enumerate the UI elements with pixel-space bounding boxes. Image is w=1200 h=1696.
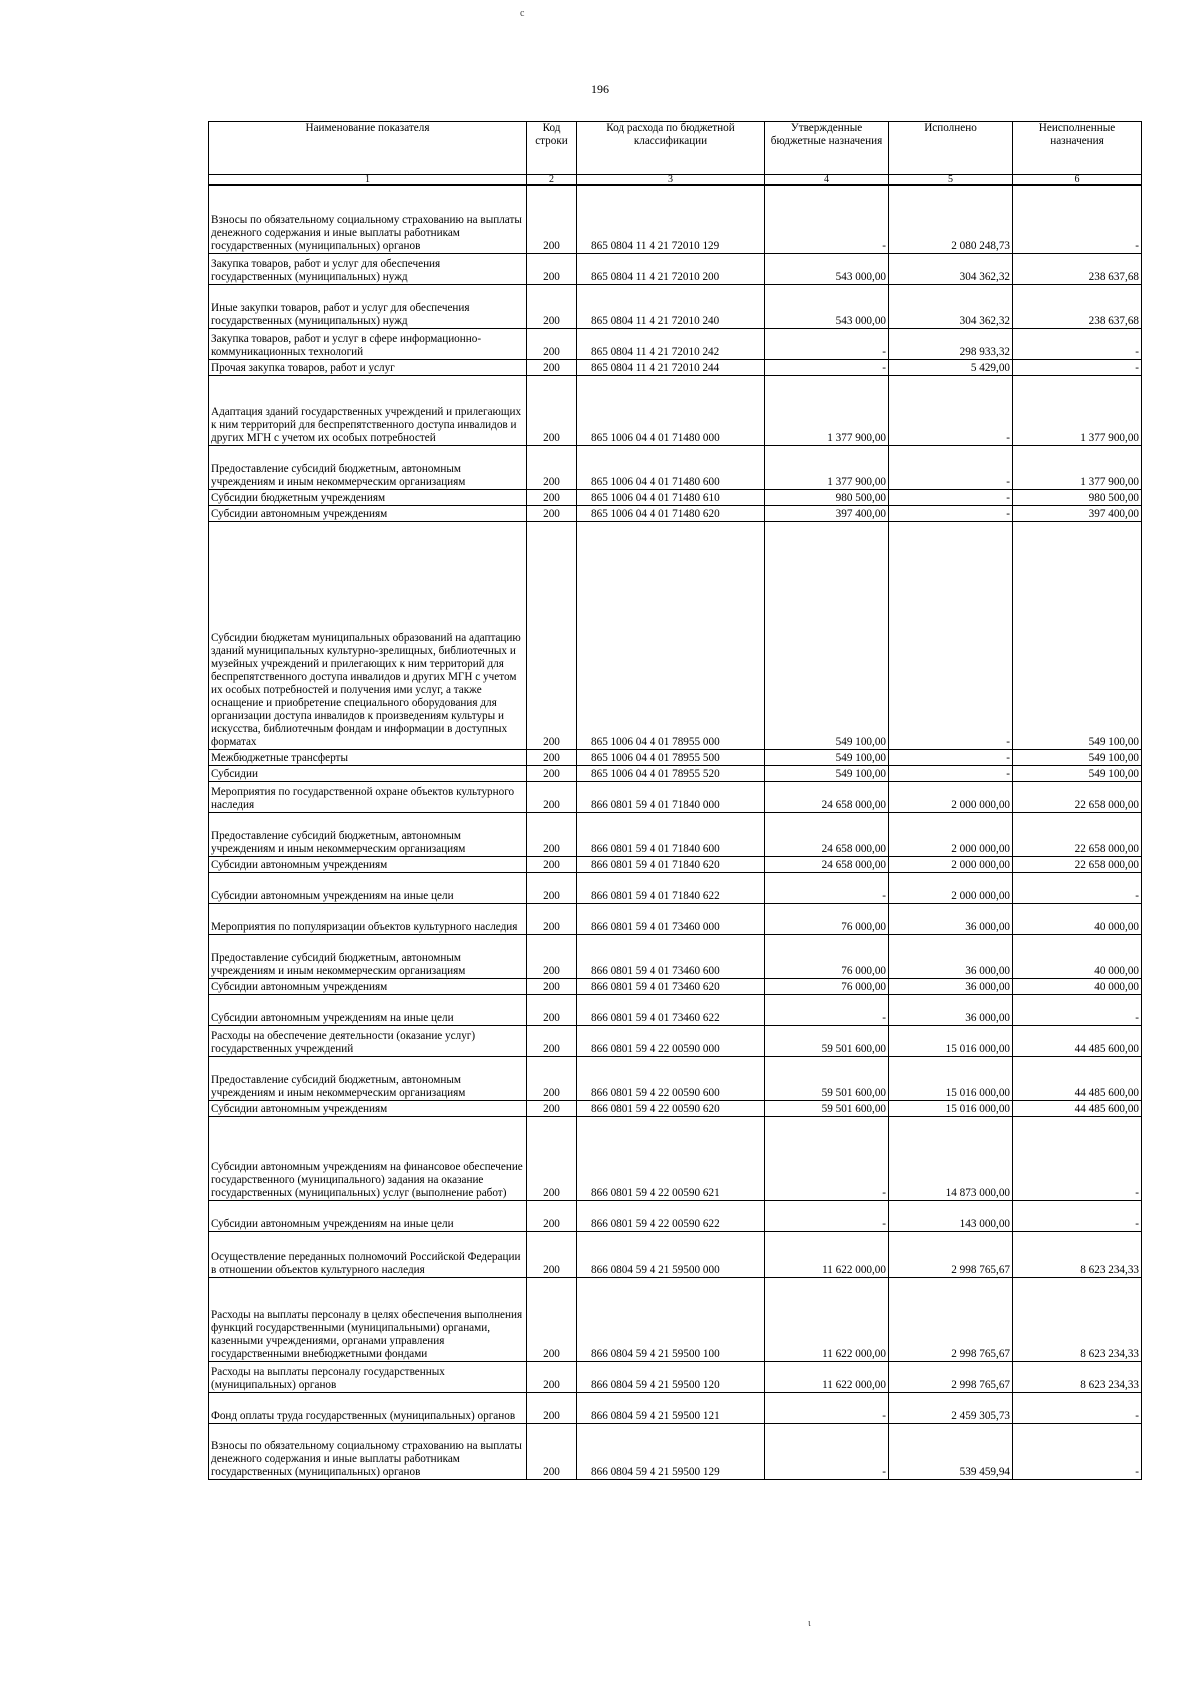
row-name: Субсидии автономным учреждениям [209, 1100, 527, 1116]
row-approved: 543 000,00 [765, 284, 889, 328]
row-line-code: 200 [527, 1277, 577, 1361]
row-unexecuted: 22 658 000,00 [1013, 812, 1142, 856]
row-name: Субсидии автономным учреждениям на иные цели [209, 872, 527, 903]
table-body [209, 185, 1142, 1479]
header-executed: Исполнено [889, 122, 1013, 175]
row-classification-code: 865 1006 04 4 01 78955 000 [577, 521, 765, 749]
row-classification-code: 865 1006 04 4 01 71480 620 [577, 505, 765, 521]
row-executed: - [889, 489, 1013, 505]
row-line-code: 200 [527, 185, 577, 253]
table-row [209, 359, 1142, 375]
row-executed: 2 998 765,67 [889, 1277, 1013, 1361]
row-name: Субсидии автономным учреждениям на иные цели [209, 1200, 527, 1231]
row-line-code: 200 [527, 521, 577, 749]
row-line-code: 200 [527, 1200, 577, 1231]
row-approved: - [765, 1423, 889, 1479]
row-line-code: 200 [527, 253, 577, 284]
row-executed: 15 016 000,00 [889, 1056, 1013, 1100]
row-line-code: 200 [527, 1056, 577, 1100]
row-executed: - [889, 505, 1013, 521]
row-approved: 11 622 000,00 [765, 1277, 889, 1361]
row-executed: 2 080 248,73 [889, 185, 1013, 253]
row-unexecuted: 238 637,68 [1013, 253, 1142, 284]
row-executed: 15 016 000,00 [889, 1025, 1013, 1056]
row-name: Закупка товаров, работ и услуг в сфере информационно-коммуникационных технологий [209, 328, 527, 359]
row-unexecuted: 549 100,00 [1013, 521, 1142, 749]
row-line-code: 200 [527, 781, 577, 812]
row-classification-code: 866 0801 59 4 22 00590 622 [577, 1200, 765, 1231]
row-executed: 539 459,94 [889, 1423, 1013, 1479]
row-executed: - [889, 521, 1013, 749]
row-executed: 2 998 765,67 [889, 1361, 1013, 1392]
table-row [209, 375, 1142, 445]
row-line-code: 200 [527, 934, 577, 978]
table-row [209, 1277, 1142, 1361]
column-number: 5 [889, 175, 1013, 186]
row-executed: 304 362,32 [889, 284, 1013, 328]
row-line-code: 200 [527, 359, 577, 375]
row-classification-code: 866 0801 59 4 01 73460 600 [577, 934, 765, 978]
row-executed: - [889, 375, 1013, 445]
row-unexecuted: 549 100,00 [1013, 765, 1142, 781]
row-unexecuted: 40 000,00 [1013, 934, 1142, 978]
row-name: Межбюджетные трансферты [209, 749, 527, 765]
row-executed: - [889, 749, 1013, 765]
row-executed: 36 000,00 [889, 978, 1013, 994]
row-line-code: 200 [527, 903, 577, 934]
top-mark: c [520, 8, 525, 19]
row-executed: - [889, 445, 1013, 489]
row-name: Мероприятия по государственной охране объектов культурного наследия [209, 781, 527, 812]
row-classification-code: 866 0801 59 4 22 00590 621 [577, 1116, 765, 1200]
column-number-row [209, 175, 1142, 186]
row-approved: - [765, 994, 889, 1025]
row-name: Расходы на выплаты персоналу государственных (муниципальных) органов [209, 1361, 527, 1392]
row-unexecuted: 44 485 600,00 [1013, 1025, 1142, 1056]
row-unexecuted: 22 658 000,00 [1013, 856, 1142, 872]
table-row [209, 781, 1142, 812]
row-line-code: 200 [527, 375, 577, 445]
table-row [209, 749, 1142, 765]
table-row [209, 994, 1142, 1025]
column-number: 2 [527, 175, 577, 186]
row-executed: 36 000,00 [889, 994, 1013, 1025]
row-classification-code: 865 0804 11 4 21 72010 244 [577, 359, 765, 375]
row-approved: 1 377 900,00 [765, 445, 889, 489]
row-executed: 2 459 305,73 [889, 1392, 1013, 1423]
row-approved: 549 100,00 [765, 765, 889, 781]
table-row [209, 253, 1142, 284]
row-classification-code: 866 0801 59 4 01 73460 620 [577, 978, 765, 994]
row-name: Мероприятия по популяризации объектов культурного наследия [209, 903, 527, 934]
header-unexecuted: Неисполненные назначения [1013, 122, 1142, 175]
row-classification-code: 866 0801 59 4 22 00590 600 [577, 1056, 765, 1100]
row-unexecuted: - [1013, 994, 1142, 1025]
row-name: Фонд оплаты труда государственных (муниципальных) органов [209, 1392, 527, 1423]
row-unexecuted: - [1013, 185, 1142, 253]
row-name: Предоставление субсидий бюджетным, автономным учреждениям и иным некоммерческим организациям [209, 445, 527, 489]
row-approved: 549 100,00 [765, 521, 889, 749]
row-line-code: 200 [527, 872, 577, 903]
table-row [209, 284, 1142, 328]
row-unexecuted: 44 485 600,00 [1013, 1056, 1142, 1100]
row-name: Иные закупки товаров, работ и услуг для обеспечения государственных (муниципальных) нужд [209, 284, 527, 328]
row-line-code: 200 [527, 994, 577, 1025]
row-approved: 1 377 900,00 [765, 375, 889, 445]
table-row [209, 1361, 1142, 1392]
table-row [209, 505, 1142, 521]
row-name: Предоставление субсидий бюджетным, автономным учреждениям и иным некоммерческим организациям [209, 812, 527, 856]
row-executed: 36 000,00 [889, 903, 1013, 934]
row-unexecuted: 22 658 000,00 [1013, 781, 1142, 812]
row-unexecuted: 8 623 234,33 [1013, 1361, 1142, 1392]
row-unexecuted: 980 500,00 [1013, 489, 1142, 505]
bottom-mark: ι [808, 1618, 811, 1629]
row-line-code: 200 [527, 1116, 577, 1200]
row-unexecuted: 1 377 900,00 [1013, 375, 1142, 445]
row-approved: 59 501 600,00 [765, 1025, 889, 1056]
row-unexecuted: 8 623 234,33 [1013, 1277, 1142, 1361]
row-approved: - [765, 359, 889, 375]
row-classification-code: 866 0801 59 4 22 00590 620 [577, 1100, 765, 1116]
row-unexecuted: - [1013, 1423, 1142, 1479]
row-name: Субсидии автономным учреждениям на иные цели [209, 994, 527, 1025]
row-approved: 11 622 000,00 [765, 1231, 889, 1277]
row-executed: 14 873 000,00 [889, 1116, 1013, 1200]
header-row [209, 122, 1142, 175]
row-line-code: 200 [527, 284, 577, 328]
table-row [209, 765, 1142, 781]
row-name: Субсидии автономным учреждениям [209, 856, 527, 872]
row-classification-code: 866 0801 59 4 01 73460 000 [577, 903, 765, 934]
row-line-code: 200 [527, 978, 577, 994]
row-classification-code: 866 0804 59 4 21 59500 129 [577, 1423, 765, 1479]
row-line-code: 200 [527, 1392, 577, 1423]
row-name: Субсидии [209, 765, 527, 781]
row-approved: - [765, 185, 889, 253]
row-line-code: 200 [527, 328, 577, 359]
row-name: Субсидии автономным учреждениям [209, 505, 527, 521]
row-line-code: 200 [527, 749, 577, 765]
row-classification-code: 866 0804 59 4 21 59500 000 [577, 1231, 765, 1277]
row-approved: 980 500,00 [765, 489, 889, 505]
table-row [209, 934, 1142, 978]
row-name: Субсидии автономным учреждениям на финансовое обеспечение государственного (муниципального) задания на оказание государственных (муниципальных) услуг (выполнение работ) [209, 1116, 527, 1200]
row-name: Прочая закупка товаров, работ и услуг [209, 359, 527, 375]
row-approved: 11 622 000,00 [765, 1361, 889, 1392]
row-classification-code: 866 0801 59 4 01 73460 622 [577, 994, 765, 1025]
row-line-code: 200 [527, 445, 577, 489]
row-executed: 5 429,00 [889, 359, 1013, 375]
row-classification-code: 865 0804 11 4 21 72010 240 [577, 284, 765, 328]
row-unexecuted: 44 485 600,00 [1013, 1100, 1142, 1116]
row-approved: 543 000,00 [765, 253, 889, 284]
row-name: Осуществление переданных полномочий Российской Федерации в отношении объектов культурного наследия [209, 1231, 527, 1277]
table-row [209, 328, 1142, 359]
row-name: Предоставление субсидий бюджетным, автономным учреждениям и иным некоммерческим организациям [209, 1056, 527, 1100]
row-name: Субсидии бюджетам муниципальных образований на адаптацию зданий муниципальных культурно-зрелищных, библиотечных и музейных учреждений и прилегающих к ним территорий для беспрепятственного доступа инвалидов и других МГН с учетом их особых потребностей и получения ими услуг, а также оснащение и приобретение специального оборудования для организации доступа инвалидов к произведениям культуры и искусства, библиотечным фондам и информации в доступных форматах [209, 521, 527, 749]
row-line-code: 200 [527, 1025, 577, 1056]
table-row [209, 812, 1142, 856]
row-approved: - [765, 1200, 889, 1231]
table-row [209, 1025, 1142, 1056]
row-line-code: 200 [527, 1423, 577, 1479]
row-approved: 76 000,00 [765, 934, 889, 978]
row-executed: 2 998 765,67 [889, 1231, 1013, 1277]
table-row [209, 1100, 1142, 1116]
row-approved: 24 658 000,00 [765, 856, 889, 872]
row-name: Субсидии бюджетным учреждениям [209, 489, 527, 505]
table-row [209, 1231, 1142, 1277]
row-approved: 24 658 000,00 [765, 812, 889, 856]
row-approved: 59 501 600,00 [765, 1100, 889, 1116]
row-line-code: 200 [527, 1231, 577, 1277]
row-classification-code: 865 1006 04 4 01 78955 520 [577, 765, 765, 781]
row-classification-code: 866 0801 59 4 01 71840 600 [577, 812, 765, 856]
row-name: Взносы по обязательному социальному страхованию на выплаты денежного содержания и иные выплаты работникам государственных (муниципальных) органов [209, 1423, 527, 1479]
table-row [209, 521, 1142, 749]
table-row [209, 856, 1142, 872]
row-unexecuted: 397 400,00 [1013, 505, 1142, 521]
row-unexecuted: 1 377 900,00 [1013, 445, 1142, 489]
row-approved: - [765, 872, 889, 903]
column-number: 4 [765, 175, 889, 186]
row-unexecuted: 238 637,68 [1013, 284, 1142, 328]
row-approved: 59 501 600,00 [765, 1056, 889, 1100]
row-unexecuted: - [1013, 1116, 1142, 1200]
row-unexecuted: 40 000,00 [1013, 903, 1142, 934]
row-line-code: 200 [527, 489, 577, 505]
row-unexecuted: - [1013, 359, 1142, 375]
row-classification-code: 865 0804 11 4 21 72010 200 [577, 253, 765, 284]
row-line-code: 200 [527, 1100, 577, 1116]
table-row [209, 185, 1142, 253]
row-name: Субсидии автономным учреждениям [209, 978, 527, 994]
row-approved: 397 400,00 [765, 505, 889, 521]
column-number: 3 [577, 175, 765, 186]
row-classification-code: 865 1006 04 4 01 71480 610 [577, 489, 765, 505]
row-unexecuted: - [1013, 1392, 1142, 1423]
row-approved: - [765, 1392, 889, 1423]
row-approved: - [765, 328, 889, 359]
row-name: Взносы по обязательному социальному страхованию на выплаты денежного содержания и иные выплаты работникам государственных (муниципальных) органов [209, 185, 527, 253]
header-budget-classification-code: Код расхода по бюджетной классификации [577, 122, 765, 175]
row-executed: 304 362,32 [889, 253, 1013, 284]
page-number: 196 [591, 82, 609, 96]
row-classification-code: 866 0804 59 4 21 59500 120 [577, 1361, 765, 1392]
row-executed: 2 000 000,00 [889, 872, 1013, 903]
column-number: 1 [209, 175, 527, 186]
row-executed: 2 000 000,00 [889, 812, 1013, 856]
row-executed: 298 933,32 [889, 328, 1013, 359]
row-unexecuted: - [1013, 872, 1142, 903]
row-approved: 24 658 000,00 [765, 781, 889, 812]
row-executed: - [889, 765, 1013, 781]
row-unexecuted: 549 100,00 [1013, 749, 1142, 765]
table-row [209, 1423, 1142, 1479]
header-line-code: Код строки [527, 122, 577, 175]
table-row [209, 1200, 1142, 1231]
row-unexecuted: 8 623 234,33 [1013, 1231, 1142, 1277]
row-classification-code: 865 0804 11 4 21 72010 129 [577, 185, 765, 253]
row-classification-code: 866 0801 59 4 01 71840 000 [577, 781, 765, 812]
table-row [209, 445, 1142, 489]
row-line-code: 200 [527, 812, 577, 856]
row-line-code: 200 [527, 856, 577, 872]
table-row [209, 872, 1142, 903]
row-classification-code: 866 0801 59 4 01 71840 622 [577, 872, 765, 903]
table-row [209, 1392, 1142, 1423]
row-classification-code: 866 0804 59 4 21 59500 121 [577, 1392, 765, 1423]
budget-execution-table [208, 121, 1142, 1480]
row-approved: 76 000,00 [765, 978, 889, 994]
row-classification-code: 866 0804 59 4 21 59500 100 [577, 1277, 765, 1361]
table-row [209, 489, 1142, 505]
row-unexecuted: - [1013, 1200, 1142, 1231]
row-executed: 143 000,00 [889, 1200, 1013, 1231]
header-indicator-name: Наименование показателя [209, 122, 527, 175]
row-line-code: 200 [527, 765, 577, 781]
row-executed: 2 000 000,00 [889, 856, 1013, 872]
row-name: Расходы на выплаты персоналу в целях обеспечения выполнения функций государственными (муниципальными) органами, казенными учреждениями, органами управления государственными внебюджетными фондами [209, 1277, 527, 1361]
row-name: Расходы на обеспечение деятельности (оказание услуг) государственных учреждений [209, 1025, 527, 1056]
row-executed: 15 016 000,00 [889, 1100, 1013, 1116]
row-executed: 36 000,00 [889, 934, 1013, 978]
row-classification-code: 865 0804 11 4 21 72010 242 [577, 328, 765, 359]
column-number: 6 [1013, 175, 1142, 186]
row-executed: 2 000 000,00 [889, 781, 1013, 812]
row-classification-code: 866 0801 59 4 01 71840 620 [577, 856, 765, 872]
header-approved: Утвержденные бюджетные назначения [765, 122, 889, 175]
row-approved: 549 100,00 [765, 749, 889, 765]
row-line-code: 200 [527, 1361, 577, 1392]
row-classification-code: 865 1006 04 4 01 71480 600 [577, 445, 765, 489]
table-row [209, 903, 1142, 934]
table-row [209, 1116, 1142, 1200]
row-unexecuted: - [1013, 328, 1142, 359]
row-line-code: 200 [527, 505, 577, 521]
row-approved: 76 000,00 [765, 903, 889, 934]
row-classification-code: 865 1006 04 4 01 78955 500 [577, 749, 765, 765]
row-classification-code: 865 1006 04 4 01 71480 000 [577, 375, 765, 445]
row-classification-code: 866 0801 59 4 22 00590 000 [577, 1025, 765, 1056]
row-name: Предоставление субсидий бюджетным, автономным учреждениям и иным некоммерческим организациям [209, 934, 527, 978]
row-name: Адаптация зданий государственных учреждений и прилегающих к ним территорий для беспрепятственного доступа инвалидов и других МГН с учетом их особых потребностей [209, 375, 527, 445]
row-unexecuted: 40 000,00 [1013, 978, 1142, 994]
row-approved: - [765, 1116, 889, 1200]
table-row [209, 978, 1142, 994]
row-name: Закупка товаров, работ и услуг для обеспечения государственных (муниципальных) нужд [209, 253, 527, 284]
table-row [209, 1056, 1142, 1100]
